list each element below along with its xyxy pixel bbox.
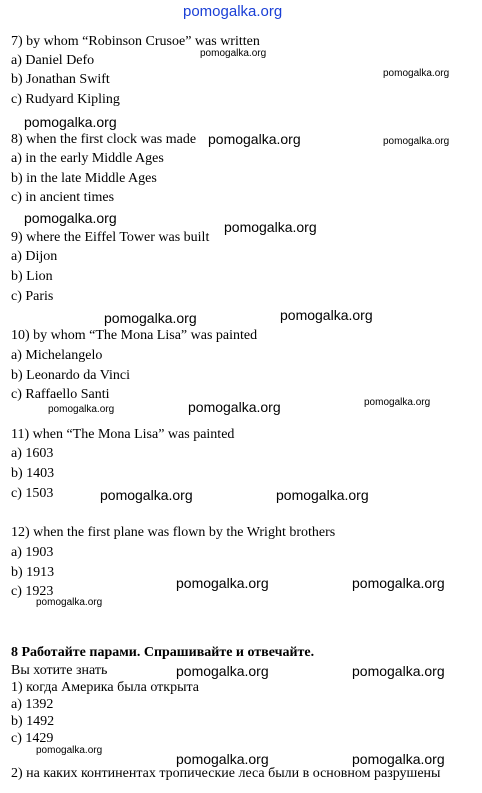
top-watermark: pomogalka.org [183,3,283,20]
watermark: pomogalka.org [188,399,281,415]
option-11c: c) 1503 [11,486,54,501]
option-11a: a) 1603 [11,446,54,461]
watermark: pomogalka.org [383,68,450,79]
option-12c: c) 1923 [11,584,54,599]
watermark: pomogalka.org [364,397,431,408]
option-12b: b) 1913 [11,565,55,580]
option-7c: c) Rudyard Kipling [11,92,120,107]
watermark: pomogalka.org [100,487,193,503]
task-8-option-a: a) 1392 [11,697,54,712]
question-8: 8) when the first clock was made [11,132,197,147]
watermark: pomogalka.org [176,663,269,679]
watermark: pomogalka.org [176,575,269,591]
question-12: 12) when the first plane was flown by the Wright brothers [11,525,336,540]
option-8c: c) in ancient times [11,190,115,205]
watermark: pomogalka.org [352,663,445,679]
watermark: pomogalka.org [24,210,117,226]
option-10b: b) Leonardo da Vinci [11,368,131,383]
watermark: pomogalka.org [352,575,445,591]
task-8-option-b: b) 1492 [11,714,55,729]
watermark: pomogalka.org [383,136,450,147]
task-8-intro: Вы хотите знать [11,663,108,678]
question-11: 11) when “The Mona Lisa” was painted [11,427,235,442]
question-7: 7) by whom “Robinson Crusoe” was written [11,34,260,49]
watermark: pomogalka.org [24,114,117,130]
option-9b: b) Lion [11,269,53,284]
option-8b: b) in the late Middle Ages [11,171,157,186]
option-9c: c) Paris [11,289,54,304]
option-10c: c) Raffaello Santi [11,387,110,402]
watermark: pomogalka.org [104,310,197,326]
option-11b: b) 1403 [11,466,55,481]
watermark: pomogalka.org [200,48,267,59]
task-8-question-2: 2) на каких континентах тропические леса были в основном разрушены [11,766,441,781]
watermark: pomogalka.org [48,404,115,415]
watermark: pomogalka.org [276,487,369,503]
option-9a: a) Dijon [11,249,58,264]
watermark: pomogalka.org [36,745,103,756]
task-8-heading: 8 Работайте парами. Спрашивайте и отвечайте. [11,645,315,660]
watermark: pomogalka.org [36,597,103,608]
watermark: pomogalka.org [352,751,445,767]
watermark: pomogalka.org [224,219,317,235]
task-8-option-c: c) 1429 [11,731,54,746]
option-7b: b) Jonathan Swift [11,72,110,87]
option-8a: a) in the early Middle Ages [11,151,164,166]
watermark: pomogalka.org [280,307,373,323]
option-10a: a) Michelangelo [11,348,103,363]
watermark: pomogalka.org [208,131,301,147]
task-8-question-1: 1) когда Америка была открыта [11,680,199,695]
question-10: 10) by whom “The Mona Lisa” was painted [11,328,258,343]
option-12a: a) 1903 [11,545,54,560]
question-9: 9) where the Eiffel Tower was built [11,230,210,245]
watermark: pomogalka.org [176,751,269,767]
option-7a: a) Daniel Defo [11,53,95,68]
